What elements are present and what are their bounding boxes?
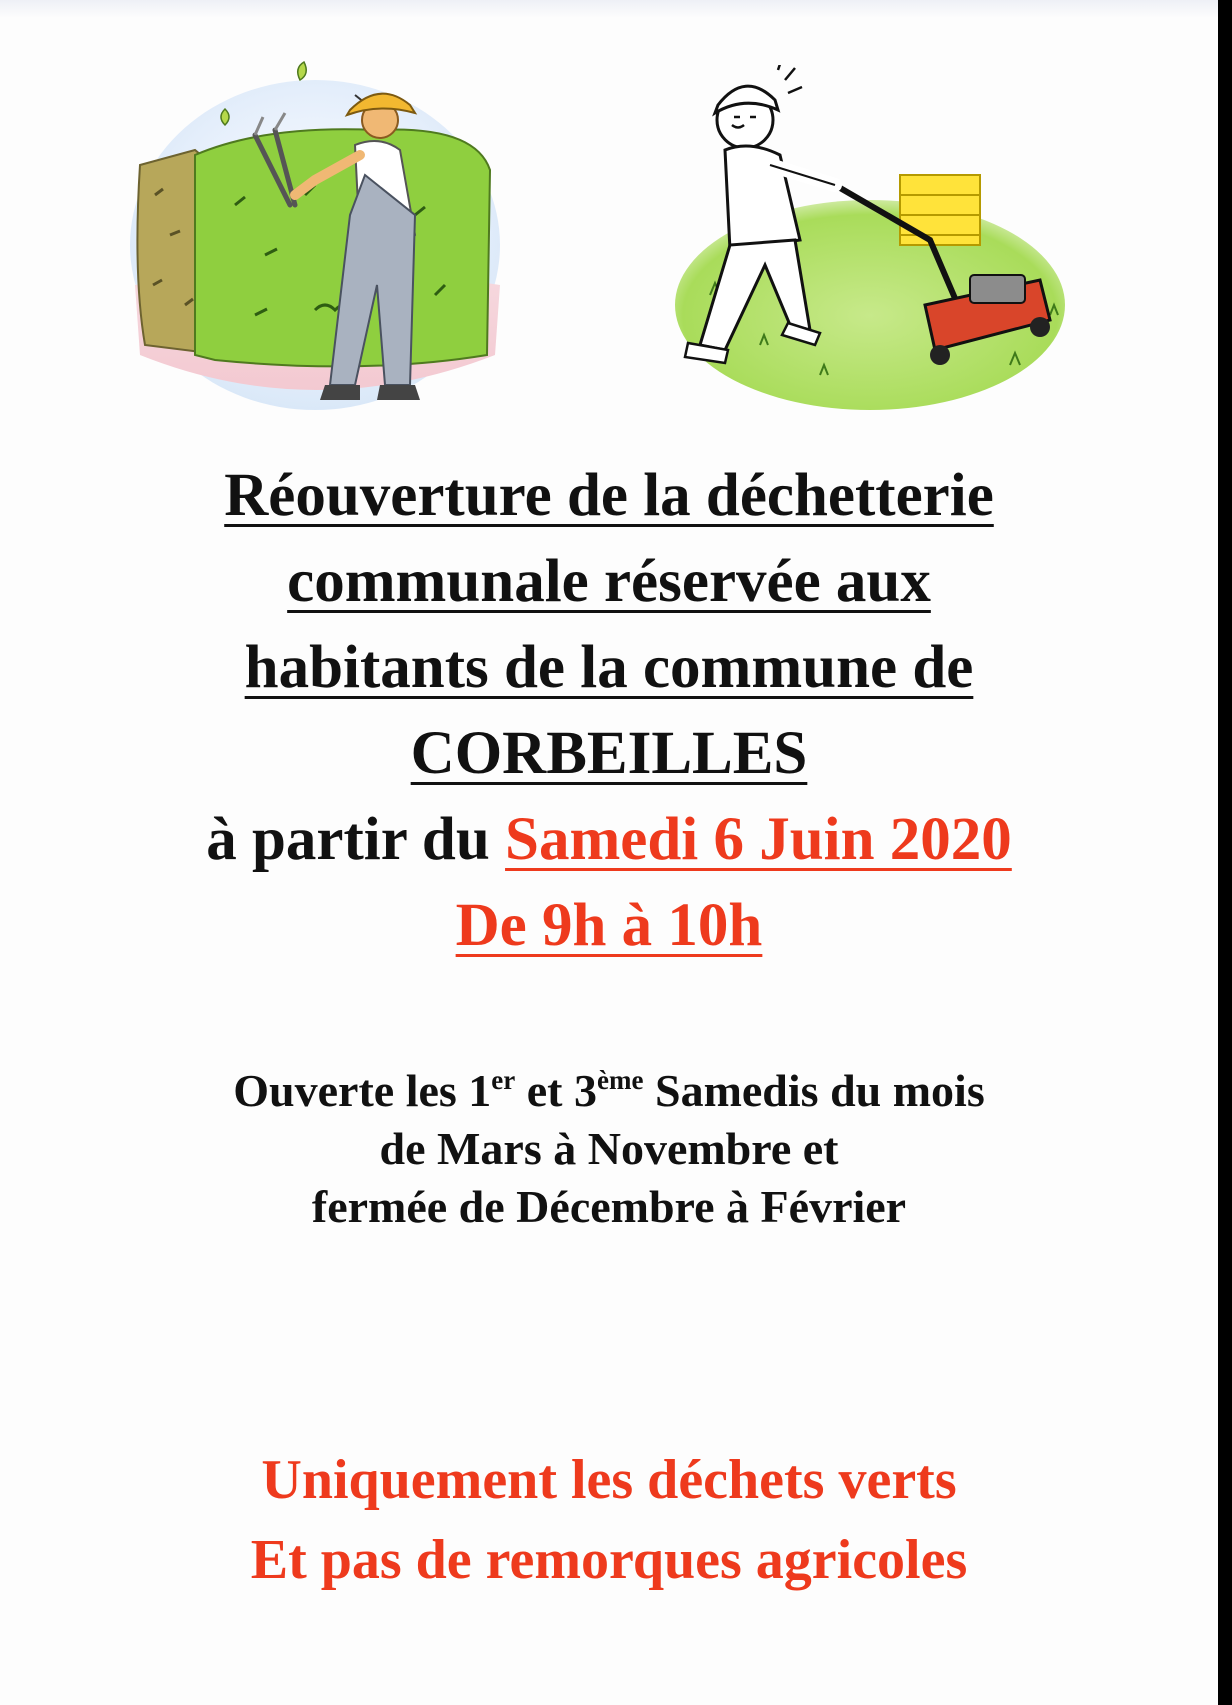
- opening-date: Samedi 6 Juin 2020: [505, 806, 1012, 873]
- title-line-3: habitants de la commune de: [244, 634, 974, 701]
- schedule-line-3: fermée de Décembre à Février: [311, 1181, 907, 1232]
- schedule-line-2: de Mars à Novembre et: [379, 1123, 839, 1174]
- notice-line-1: Uniquement les déchets verts: [261, 1449, 957, 1511]
- hedge-trimming-gardener-icon: [115, 55, 505, 420]
- opening-date-line: [0, 797, 1218, 883]
- title-line-1: Réouverture de la déchetterie: [224, 462, 994, 529]
- notice-block: [0, 1440, 1218, 1600]
- schedule-text-a: Ouverte les 1: [233, 1065, 492, 1116]
- schedule-line-1: [0, 1062, 1218, 1120]
- notice-line-2: Et pas de remorques agricoles: [250, 1529, 968, 1591]
- lawn-mower-man-icon: [670, 65, 1095, 415]
- schedule-block: [0, 1062, 1218, 1236]
- title-block: [0, 453, 1218, 969]
- schedule-text-c: Samedis du mois: [643, 1065, 985, 1116]
- opening-hours: De 9h à 10h: [455, 892, 763, 959]
- commune-name: CORBEILLES: [410, 720, 808, 787]
- date-prefix: à partir du: [206, 806, 506, 873]
- schedule-text-b: et 3: [515, 1065, 598, 1116]
- ordinal-first: er: [491, 1065, 516, 1095]
- title-line-2: communale réservée aux: [287, 548, 931, 615]
- ordinal-third: ème: [597, 1065, 644, 1095]
